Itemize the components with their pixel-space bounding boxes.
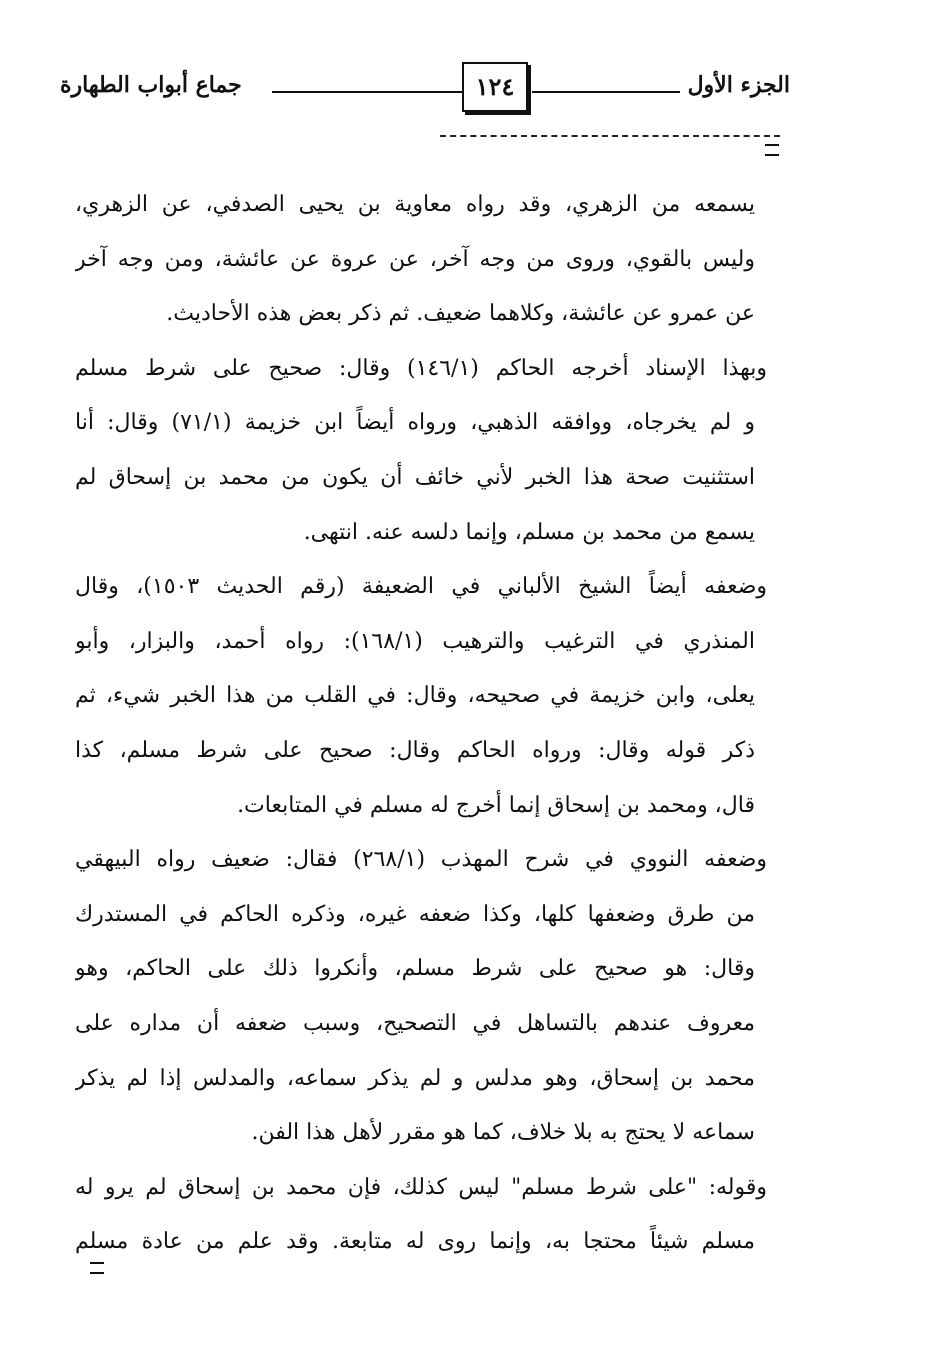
text-line: من طرق وضعفها كلها، وكذا ضعفه غيره، وذكره الحاكم في المستدرك bbox=[75, 901, 755, 927]
text-line: ذكر قوله وقال: ورواه الحاكم وقال: صحيح على شرط مسلم، كذا bbox=[75, 737, 755, 763]
text-line: قال، ومحمد بن إسحاق إنما أخرج له مسلم في المتابعات. bbox=[237, 792, 755, 818]
text-line: وضعفه النووي في شرح المهذب (٢٦٨/١) فقال: ضعيف رواه البيهقي bbox=[75, 847, 767, 873]
running-title-chapter: جماع أبواب الطهارة bbox=[60, 72, 242, 98]
text-line: وضعفه أيضاً الشيخ الألباني في الضعيفة (رقم الحديث ١٥٠٣)، وقال bbox=[75, 574, 767, 600]
text-line: و لم يخرجاه، ووافقه الذهبي، ورواه أيضاً ابن خزيمة (٧١/١) وقال: أنا bbox=[75, 410, 755, 436]
footnote-continuation-rule bbox=[440, 135, 780, 137]
text-line: يعلى، وابن خزيمة في صحيحه، وقال: في القلب من هذا الخبر شيء، ثم bbox=[75, 683, 755, 709]
text-line: مسلم شيئاً محتجا به، وإنما روى له متابعة. وقد علم من عادة مسلم bbox=[75, 1229, 755, 1255]
text-line: المنذري في الترغيب والترهيب (١٦٨/١): رواه أحمد، والبزار، وأبو bbox=[75, 628, 755, 654]
footnote-body bbox=[75, 178, 767, 1270]
text-line: معروف عندهم بالتساهل في التصحيح، وسبب ضعفه أن مداره على bbox=[75, 1010, 755, 1036]
text-line: يسمع من محمد بن مسلم، وإنما دلسه عنه. انتهى. bbox=[303, 519, 755, 545]
text-line: عن عمرو عن عائشة، وكلاهما ضعيف. ثم ذكر بعض هذه الأحاديث. bbox=[166, 301, 755, 327]
text-line: وبهذا الإسناد أخرجه الحاكم (١٤٦/١) وقال: صحيح على شرط مسلم bbox=[75, 355, 767, 381]
text-line: وليس بالقوي، وروى من وجه آخر، عن عروة عن عائشة، ومن وجه آخر bbox=[75, 246, 755, 272]
text-line: محمد بن إسحاق، وهو مدلس و لم يذكر سماعه، والمدلس إذا لم يذكر bbox=[75, 1065, 755, 1091]
header-rule-left bbox=[272, 91, 462, 93]
page-number: ١٢٤ bbox=[462, 62, 528, 112]
page-header bbox=[60, 62, 790, 118]
continuation-mark-bottom bbox=[90, 1262, 104, 1274]
continuation-mark-top bbox=[765, 144, 779, 156]
text-line: استثنيت صحة هذا الخبر لأني خائف أن يكون من محمد بن إسحاق لم bbox=[75, 464, 755, 490]
running-title-volume: الجزء الأول bbox=[687, 72, 790, 98]
text-line: وقوله: "على شرط مسلم" ليس كذلك، فإن محمد بن إسحاق لم يرو له bbox=[75, 1174, 767, 1200]
text-line: وقال: هو صحيح على شرط مسلم، وأنكروا ذلك على الحاكم، وهو bbox=[75, 956, 755, 982]
text-line: يسمعه من الزهري، وقد رواه معاوية بن يحيى الصدفي، عن الزهري، bbox=[75, 192, 755, 217]
text-line: سماعه لا يحتج به بلا خلاف، كما هو مقرر لأهل هذا الفن. bbox=[251, 1120, 755, 1146]
header-rule-right bbox=[532, 91, 680, 93]
